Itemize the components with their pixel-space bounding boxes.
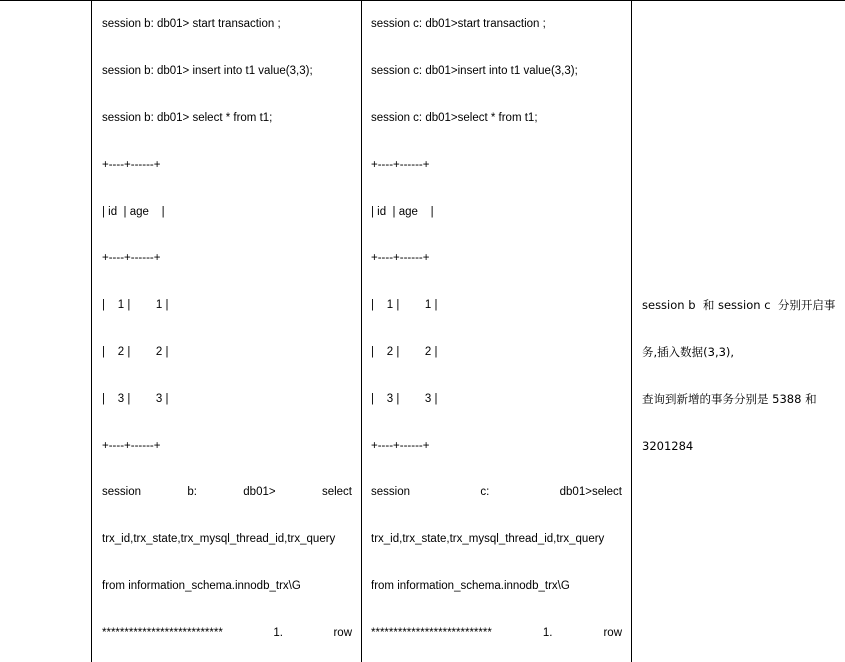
session-b-select-word: select (321, 486, 352, 498)
session-c-line: | 3 | 3 | (371, 393, 438, 405)
session-b-line: | 3 | 3 | (102, 393, 169, 405)
notes-line: session b 和 session c 分别开启事 (642, 298, 836, 312)
session-b-select-word: session (102, 486, 141, 498)
session-c-cell (371, 0, 624, 662)
session-b-row-word: 1. (273, 627, 283, 639)
session-b-line: | 1 | 1 | (102, 299, 169, 311)
session-c-line: | 2 | 2 | (371, 346, 438, 358)
session-c-line: +----+------+ (371, 440, 430, 452)
column-divider (361, 0, 362, 662)
session-b-row-line (102, 626, 352, 640)
session-c-row-word: 1. (542, 627, 553, 639)
session-b-line: trx_id,trx_state,trx_mysql_thread_id,trx_query (102, 533, 336, 545)
session-c-line: from information_schema.innodb_trx\G (371, 580, 570, 592)
session-c-line: session c: db01>start transaction ; (371, 18, 546, 30)
session-b-line: session b: db01> start transaction ; (102, 18, 281, 30)
session-b-cell (102, 0, 354, 662)
session-c-line: +----+------+ (371, 159, 430, 171)
session-c-select-word: c: (480, 486, 490, 498)
session-b-line: +----+------+ (102, 159, 161, 171)
session-c-row-word: *************************** (371, 627, 492, 639)
session-b-select-word: b: (187, 486, 197, 498)
notes-cell (642, 0, 842, 662)
session-b-line: | 2 | 2 | (102, 346, 169, 358)
notes-line: 务,插入数据(3,3), (642, 345, 735, 359)
session-b-line: session b: db01> select * from t1; (102, 112, 273, 124)
session-b-select-line (102, 485, 352, 499)
notes-line: 查询到新增的事务分别是 5388 和 (642, 392, 817, 406)
session-c-row-word: row (603, 627, 622, 639)
session-c-row-line (371, 626, 622, 640)
session-b-row-word: row (333, 627, 352, 639)
notes-line: 3201284 (642, 439, 694, 453)
session-b-select-word: db01> (243, 486, 276, 498)
session-c-select-line (371, 485, 622, 499)
session-b-line: +----+------+ (102, 440, 161, 452)
session-c-select-word: session (371, 486, 410, 498)
session-c-line: | id | age | (371, 206, 434, 218)
session-b-row-word: *************************** (102, 627, 223, 639)
session-b-line: session b: db01> insert into t1 value(3,3); (102, 65, 313, 77)
session-c-line: session c: db01>insert into t1 value(3,3); (371, 65, 578, 77)
session-b-line: +----+------+ (102, 252, 161, 264)
session-c-select-word: db01>select (559, 486, 622, 498)
session-c-line: | 1 | 1 | (371, 299, 438, 311)
session-c-line: session c: db01>select * from t1; (371, 112, 538, 124)
session-c-line: trx_id,trx_state,trx_mysql_thread_id,trx_query (371, 533, 605, 545)
session-b-line: | id | age | (102, 206, 165, 218)
session-b-line: from information_schema.innodb_trx\G (102, 580, 301, 592)
column-divider (631, 0, 632, 662)
column-divider (91, 0, 92, 662)
session-c-line: +----+------+ (371, 252, 430, 264)
